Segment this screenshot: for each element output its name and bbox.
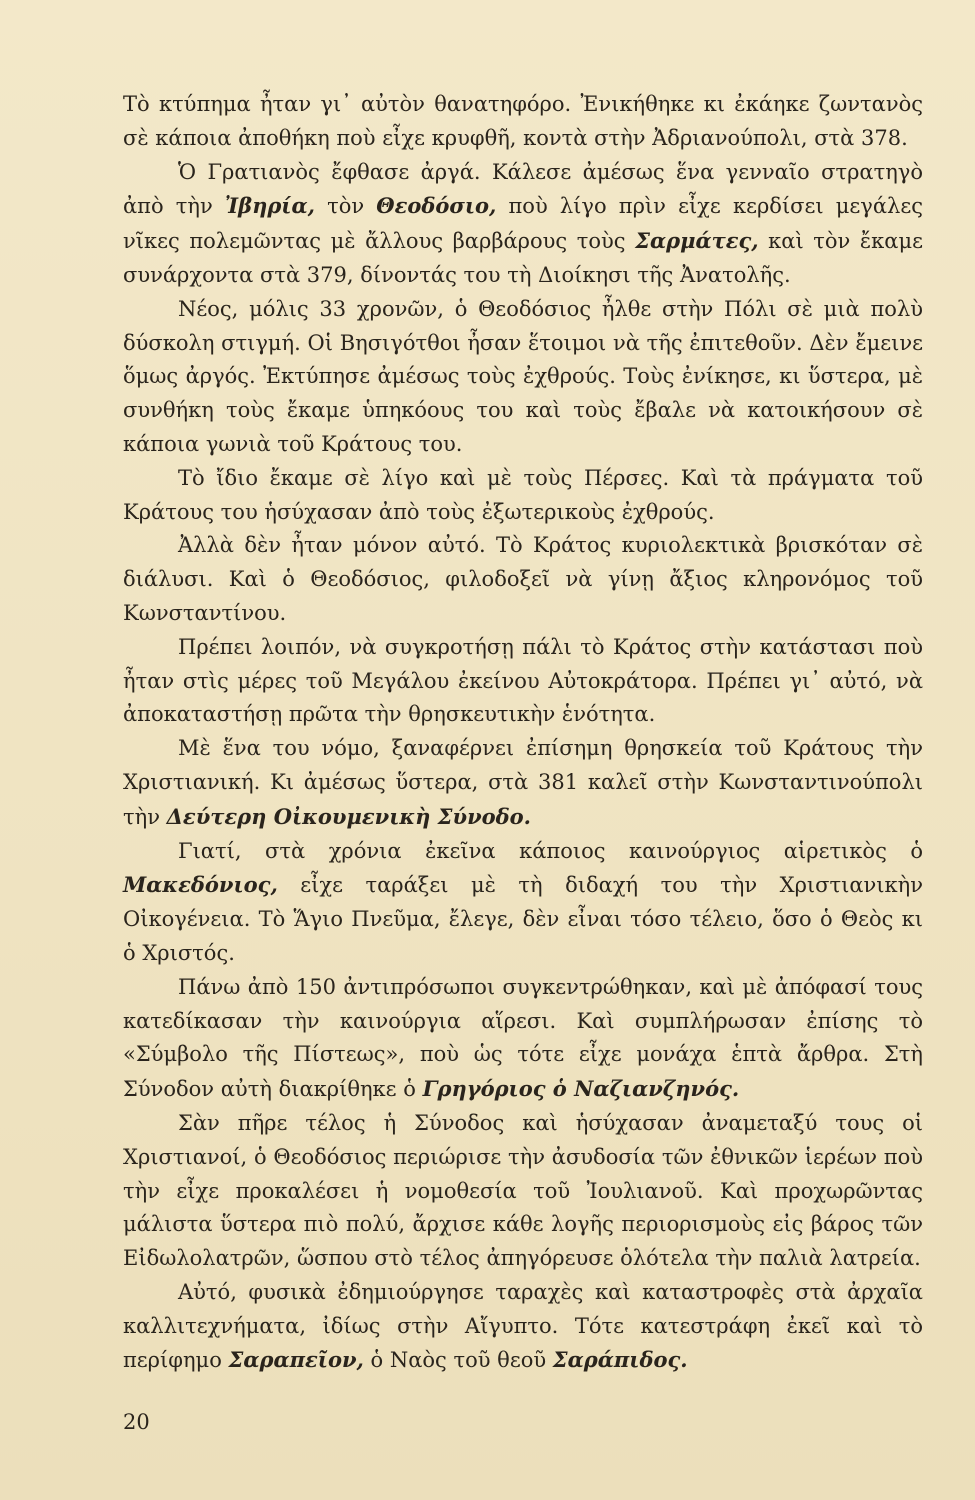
text-run: Γιατί, στὰ χρόνια ἐκεῖνα κάποιος καινούργιος αἱρετικὸς ὁ [178, 838, 923, 863]
text-run: τὸν [314, 194, 377, 219]
paragraph [123, 1276, 923, 1378]
emphasized-text: Γρηγόριος ὁ Ναζιανζηνός. [422, 1076, 740, 1102]
paragraph [123, 462, 923, 530]
body-text [123, 88, 923, 1378]
emphasized-text: Ἰβηρία, [224, 193, 315, 219]
text-run: εἶχε ταράξει μὲ τὴ διδαχή του τὴν Χριστιανικὴν Οἰκογένεια. Τὸ Ἅγιο Πνεῦμα, ἔλεγε, δὲν εἶναι τόσο τέλειο, ὅσο ὁ Θεὸς κι ὁ Χριστός. [123, 873, 923, 965]
text-run: ποὺ λίγο πρὶν εἶχε κερδίσει μεγάλες νῖκες πολεμῶντας μὲ ἄλλους βαρβάρους τοὺς [123, 194, 923, 254]
emphasized-text: Θεοδόσιο, [376, 193, 497, 219]
text-run: Πάνω ἀπὸ 150 ἀντιπρόσωποι συγκεντρώθηκαν, καὶ μὲ ἀπόφασί τους κατεδίκασαν τὴν καινούργια αἵρεσι. Καὶ συμπλήρωσαν ἐπίσης τὸ «Σύμβολο τῆς Πίστεως», ποὺ ὡς τότε εἶχε μονάχα ἑπτὰ ἄρθρα. Στὴ Σύνοδον αὐτὴ διακρίθηκε ὁ [123, 974, 923, 1102]
emphasized-text: Σαραπεῖον, [228, 1347, 364, 1373]
paragraph [123, 156, 923, 293]
text-run: Ὁ Γρατιανὸς ἔφθασε ἀργά. Κάλεσε ἀμέσως ἕνα γενναῖο στρατηγὸ ἀπὸ τὴν [123, 159, 923, 219]
emphasized-text: Δεύτερη Οἰκουμενικὴ Σύνοδο. [166, 803, 531, 829]
paragraph [123, 529, 923, 630]
text-run: Αὐτό, φυσικὰ ἐδημιούργησε ταραχὲς καὶ καταστροφὲς στὰ ἀρχαῖα καλλιτεχνήματα, ἰδίως στὴν Αἴγυπτο. Τότε κατεστράφη ἐκεῖ καὶ τὸ περίφημο [123, 1279, 923, 1373]
paragraph [123, 88, 923, 156]
paragraph [123, 631, 923, 732]
text-run: Σὰν πῆρε τέλος ἡ Σύνοδος καὶ ἡσύχασαν ἀναμεταξύ τους οἱ Χριστιανοί, ὁ Θεοδόσιος περιώρισε τὴν ἀσυδοσία τῶν ἐθνικῶν ἱερέων ποὺ τὴν εἶχε προκαλέσει ἡ νομοθεσία τοῦ Ἰουλιανοῦ. Καὶ προχωρῶντας μάλιστα ὕστερα πιὸ πολύ, ἄρχισε κάθε λογῆς περιορισμοὺς εἰς βάρος τῶν Εἰδωλολατρῶν, ὥσπου στὸ τέλος ἀπηγόρευσε ὁλότελα τὴν παλιὰ λατρεία. [123, 1110, 923, 1271]
text-run: Ἀλλὰ δὲν ἦταν μόνον αὐτό. Τὸ Κράτος κυριολεκτικὰ βρισκόταν σὲ διάλυσι. Καὶ ὁ Θεοδόσιος, φιλοδοξεῖ νὰ γίνῃ ἄξιος κληρονόμος τοῦ Κωνσταντίνου. [123, 533, 923, 625]
page-number: 20 [123, 1410, 150, 1434]
emphasized-text: Μακεδόνιος, [123, 872, 278, 898]
paragraph [123, 293, 923, 462]
paragraph [123, 1107, 923, 1276]
text-run: ὁ Ναὸς τοῦ θεοῦ [363, 1348, 553, 1373]
paragraph [123, 971, 923, 1107]
text-run: καὶ τὸν ἔκαμε συνάρχοντα στὰ 379, δίνοντάς του τὴ Διοίκησι τῆς Ἀνατολῆς. [123, 229, 923, 287]
text-run: Μὲ ἕνα του νόμο, ξαναφέρνει ἐπίσημη θρησκεία τοῦ Κράτους τὴν Χριστιανική. Κι ἀμέσως ὕστερα, στὰ 381 καλεῖ στὴν Κωνσταντινούπολι τὴν [123, 736, 923, 829]
emphasized-text: Σαράπιδος. [552, 1347, 688, 1373]
text-run: Νέος, μόλις 33 χρονῶν, ὁ Θεοδόσιος ἦλθε στὴν Πόλι σὲ μιὰ πολὺ δύσκολη στιγμή. Οἱ Βησιγότθοι ἦσαν ἕτοιμοι νὰ τῆς ἐπιτεθοῦν. Δὲν ἔμεινε ὅμως ἀργός. Ἐκτύπησε ἀμέσως τοὺς ἐχθρούς. Τοὺς ἐνίκησε, κι ὕστερα, μὲ συνθήκη τοὺς ἔκαμε ὑπηκόους του καὶ τοὺς ἔβαλε νὰ κατοικήσουν σὲ κάποια γωνιὰ τοῦ Κράτους του. [123, 296, 923, 456]
text-run: Τὸ κτύπημα ἦταν γι᾿ αὐτὸν θανατηφόρο. Ἐνικήθηκε κι ἐκάηκε ζωντανὸς σὲ κάποια ἀποθήκη ποὺ εἶχε κρυφθῆ, κοντὰ στὴν Ἀδριανούπολι, στὰ 378. [123, 92, 923, 150]
paragraph [123, 835, 923, 971]
emphasized-text: Σαρμάτες, [635, 228, 759, 254]
paragraph [123, 732, 923, 834]
text-run: Τὸ ἴδιο ἔκαμε σὲ λίγο καὶ μὲ τοὺς Πέρσες. Καὶ τὰ πράγματα τοῦ Κράτους του ἡσύχασαν ἀπὸ τοὺς ἐξωτερικοὺς ἐχθρούς. [123, 465, 923, 524]
text-run: Πρέπει λοιπόν, νὰ συγκροτήσῃ πάλι τὸ Κράτος στὴν κατάστασι ποὺ ἦταν στὶς μέρες τοῦ Μεγάλου ἐκείνου Αὐτοκράτορα. Πρέπει γι᾿ αὐτό, νὰ ἀποκαταστήσῃ πρῶτα τὴν θρησκευτικὴν ἑνότητα. [123, 634, 923, 727]
